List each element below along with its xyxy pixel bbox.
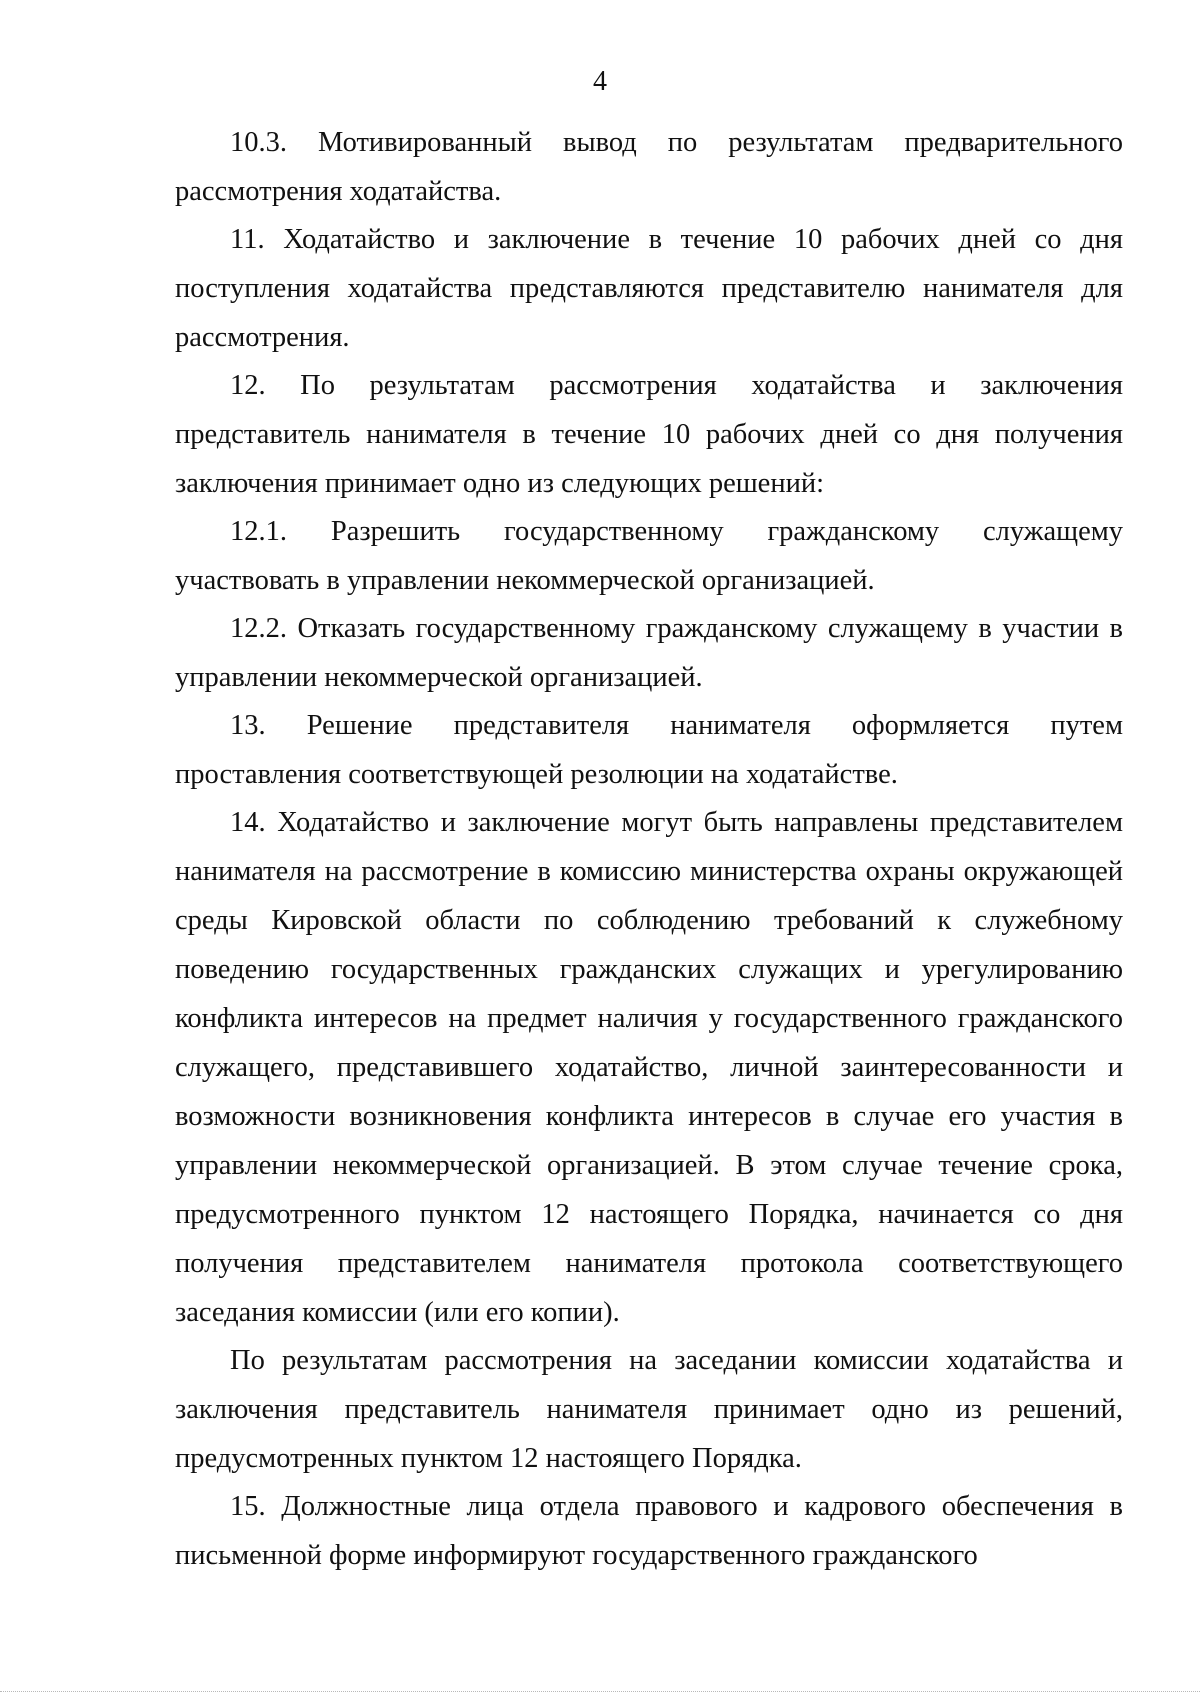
paragraph-commission-decision: По результатам рассмотрения на заседании комиссии ходатайства и заключения представитель нанимателя принимает одно из решений, предусмотренных пунктом 12 настоящего Порядка. xyxy=(175,1345,1123,1474)
paragraph-12: 12. По результатам рассмотрения ходатайства и заключения представитель нанимателя в течение 10 рабочих дней со дня получения заключения принимает одно из следующих решений: xyxy=(175,370,1123,499)
scan-edge-line xyxy=(0,1691,1200,1698)
paragraph-10-3: 10.3. Мотивированный вывод по результатам предварительного рассмотрения ходатайства. xyxy=(175,127,1123,207)
paragraph-13: 13. Решение представителя нанимателя оформляется путем проставления соответствующей резолюции на ходатайстве. xyxy=(175,710,1123,790)
paragraph-15: 15. Должностные лица отдела правового и кадрового обеспечения в письменной форме информируют государственного гражданского xyxy=(175,1491,1123,1571)
paragraph-12-2: 12.2. Отказать государственному гражданскому служащему в участии в управлении некоммерческой организацией. xyxy=(175,613,1123,693)
paragraph-14: 14. Ходатайство и заключение могут быть направлены представителем нанимателя на рассмотрение в комиссию министерства охраны окружающей среды Кировской области по соблюдению требований к служебному поведению государственных гражданских служащих и урегулированию конфликта интересов на предмет наличия у государственного гражданского служащего, представившего ходатайство, личной заинтересованности и возможности возникновения конфликта интересов в случае его участия в управлении некоммерческой организацией. В этом случае течение срока, предусмотренного пунктом 12 настоящего Порядка, начинается со дня получения представителем нанимателя протокола соответствующего заседания комиссии (или его копии). xyxy=(175,807,1123,1328)
paragraph-12-1: 12.1. Разрешить государственному гражданскому служащему участвовать в управлении некоммерческой организацией. xyxy=(175,516,1123,596)
paragraph-11: 11. Ходатайство и заключение в течение 10 рабочих дней со дня поступления ходатайства представляются представителю нанимателя для рассмотрения. xyxy=(175,224,1123,353)
page-number: 4 xyxy=(593,66,607,97)
document-body xyxy=(175,118,1123,1579)
